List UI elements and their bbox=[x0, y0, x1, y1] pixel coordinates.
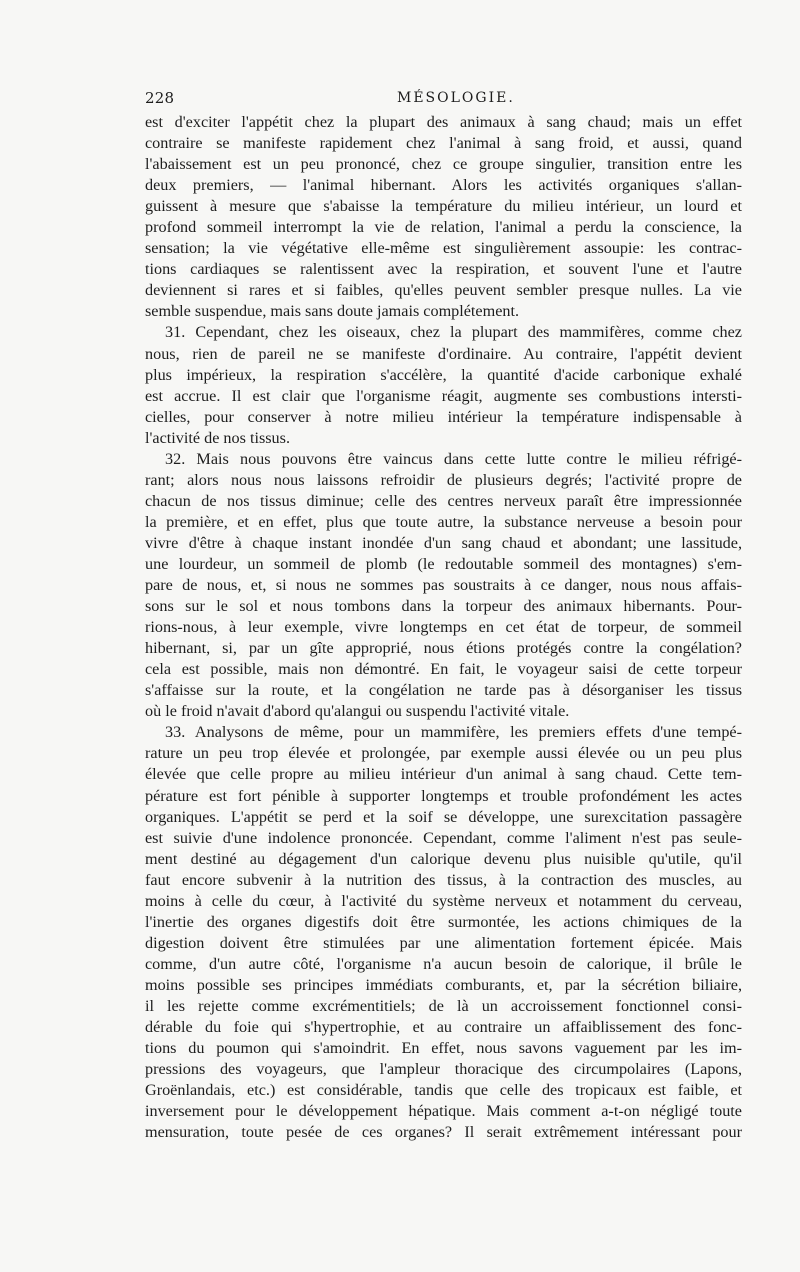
text-line: élevée que celle propre au milieu intérieur d'un animal à sang chaud. Cette tem- bbox=[145, 765, 742, 784]
text-line: cielles, pour conserver à notre milieu intérieur la température indispensable à bbox=[145, 407, 742, 426]
text-line: faut encore subvenir à la nutrition des tissus, à la contraction des muscles, au bbox=[145, 870, 742, 889]
body-text bbox=[145, 112, 742, 1143]
text-line: moins possible ses principes immédiats comburants, et, par la sécrétion biliaire, bbox=[145, 975, 742, 994]
text-line: cela est possible, mais non démontré. En fait, le voyageur saisi de cette torpeur bbox=[145, 660, 742, 679]
text-line: il les rejette comme excrémentitiels; de là un accroissement fonctionnel consi- bbox=[145, 996, 742, 1015]
text-line: profond sommeil interrompt la vie de relation, l'animal a perdu la conscience, la bbox=[145, 218, 742, 237]
text-line: Groënlandais, etc.) est considérable, tandis que celle des tropicaux est faible, et bbox=[145, 1081, 742, 1100]
text-line: la première, et en effet, plus que toute autre, la substance nerveuse a besoin pour bbox=[145, 512, 742, 531]
running-head: MÉSOLOGIE. bbox=[397, 90, 515, 106]
text-line: 31. Cependant, chez les oiseaux, chez la plupart des mammifères, comme chez bbox=[165, 323, 742, 342]
text-line: semble suspendue, mais sans doute jamais complétement. bbox=[145, 302, 520, 321]
text-line: l'abaissement est un peu prononcé, chez ce groupe singulier, transition entre les bbox=[145, 155, 742, 174]
text-line: rant; alors nous nous laissons refroidir de plusieurs degrés; l'activité propre de bbox=[145, 470, 742, 489]
text-line: rions-nous, à leur exemple, vivre longtemps en cet état de torpeur, de sommeil bbox=[145, 618, 742, 637]
text-line: pressions des voyageurs, que l'ampleur thoracique des circumpolaires (Lapons, bbox=[145, 1060, 742, 1079]
text-line: pérature est fort pénible à supporter longtemps et trouble profondément les actes bbox=[145, 786, 742, 805]
text-line: sensation; la vie végétative elle-même est singulièrement assoupie: les contrac- bbox=[145, 239, 742, 258]
text-line: est accrue. Il est clair que l'organisme réagit, augmente ses combustions intersti- bbox=[145, 386, 742, 405]
text-line: rature un peu trop élevée et prolongée, par exemple aussi élevée ou un peu plus bbox=[145, 744, 742, 763]
text-line: deviennent si rares et si faibles, qu'elles peuvent sembler presque nulles. La vie bbox=[145, 281, 742, 300]
page-header bbox=[145, 88, 742, 108]
text-line: une lourdeur, un sommeil de plomb (le redoutable sommeil des montagnes) s'em- bbox=[145, 554, 742, 573]
text-line: est suivie d'une indolence prononcée. Cependant, comme l'aliment n'est pas seule- bbox=[145, 828, 742, 847]
text-line: inversement pour le développement hépatique. Mais comment a-t-on négligé toute bbox=[145, 1102, 742, 1121]
text-line: où le froid n'avait d'abord qu'alangui ou suspendu l'activité vitale. bbox=[145, 702, 570, 721]
text-line: tions du poumon qui s'amoindrit. En effet, nous savons vaguement par les im- bbox=[145, 1039, 742, 1058]
text-line: s'affaisse sur la route, et la congélation ne tarde pas à désorganiser les tissus bbox=[145, 681, 742, 700]
text-line: organiques. L'appétit se perd et la soif se développe, une surexcitation passagère bbox=[145, 807, 742, 826]
text-line: mensuration, toute pesée de ces organes? Il serait extrêmement intéressant pour bbox=[145, 1123, 742, 1142]
text-line: chacun de nos tissus diminue; celle des centres nerveux paraît être impressionnée bbox=[145, 491, 742, 510]
text-line: tions cardiaques se ralentissent avec la respiration, et souvent l'une et l'autre bbox=[145, 260, 742, 279]
text-line: digestion doivent être stimulées par une alimentation fortement épicée. Mais bbox=[145, 933, 742, 952]
text-line: sons sur le sol et nous tombons dans la torpeur des animaux hibernants. Pour- bbox=[145, 597, 742, 616]
text-line: ment destiné au dégagement d'un calorique devenu plus nuisible qu'utile, qu'il bbox=[145, 849, 742, 868]
text-line: moins à celle du cœur, à l'activité du système nerveux et notamment du cerveau, bbox=[145, 891, 742, 910]
text-line: 32. Mais nous pouvons être vaincus dans cette lutte contre le milieu réfrigé- bbox=[165, 449, 742, 468]
text-line: est d'exciter l'appétit chez la plupart des animaux à sang chaud; mais un effet bbox=[145, 113, 742, 131]
text-line: hibernant, si, par un gîte approprié, nous étions protégés contre la congélation? bbox=[145, 639, 742, 658]
text-line: comme, d'un autre côté, l'organisme n'a aucun besoin de calorique, il brûle le bbox=[145, 954, 742, 973]
text-line: pare de nous, et, si nous ne sommes pas soustraits à ce danger, nous nous affais- bbox=[145, 576, 742, 595]
text-line: l'inertie des organes digestifs doit être surmontée, les actions chimiques de la bbox=[145, 912, 742, 931]
page-number: 228 bbox=[145, 89, 175, 107]
text-line: vivre d'être à chaque instant inondée d'un sang chaud et abondant; une lassitude, bbox=[145, 533, 742, 552]
text-line: deux premiers, — l'animal hibernant. Alors les activités organiques s'allan- bbox=[145, 176, 742, 195]
text-line: l'activité de nos tissus. bbox=[145, 428, 290, 447]
text-line: 33. Analysons de même, pour un mammifère, les premiers effets d'une tempé- bbox=[165, 723, 742, 742]
text-line: plus impérieux, la respiration s'accélère, la quantité d'acide carbonique exhalé bbox=[145, 365, 742, 384]
text-line: guissent à mesure que s'abaisse la température du milieu intérieur, un lourd et bbox=[145, 197, 742, 216]
text-line: dérable du foie qui s'hypertrophie, et au contraire un affaiblissement des fonc- bbox=[145, 1018, 742, 1037]
text-line: contraire se manifeste rapidement chez l'animal à sang froid, et aussi, quand bbox=[145, 134, 742, 153]
text-line: nous, rien de pareil ne se manifeste d'ordinaire. Au contraire, l'appétit devient bbox=[145, 344, 742, 363]
